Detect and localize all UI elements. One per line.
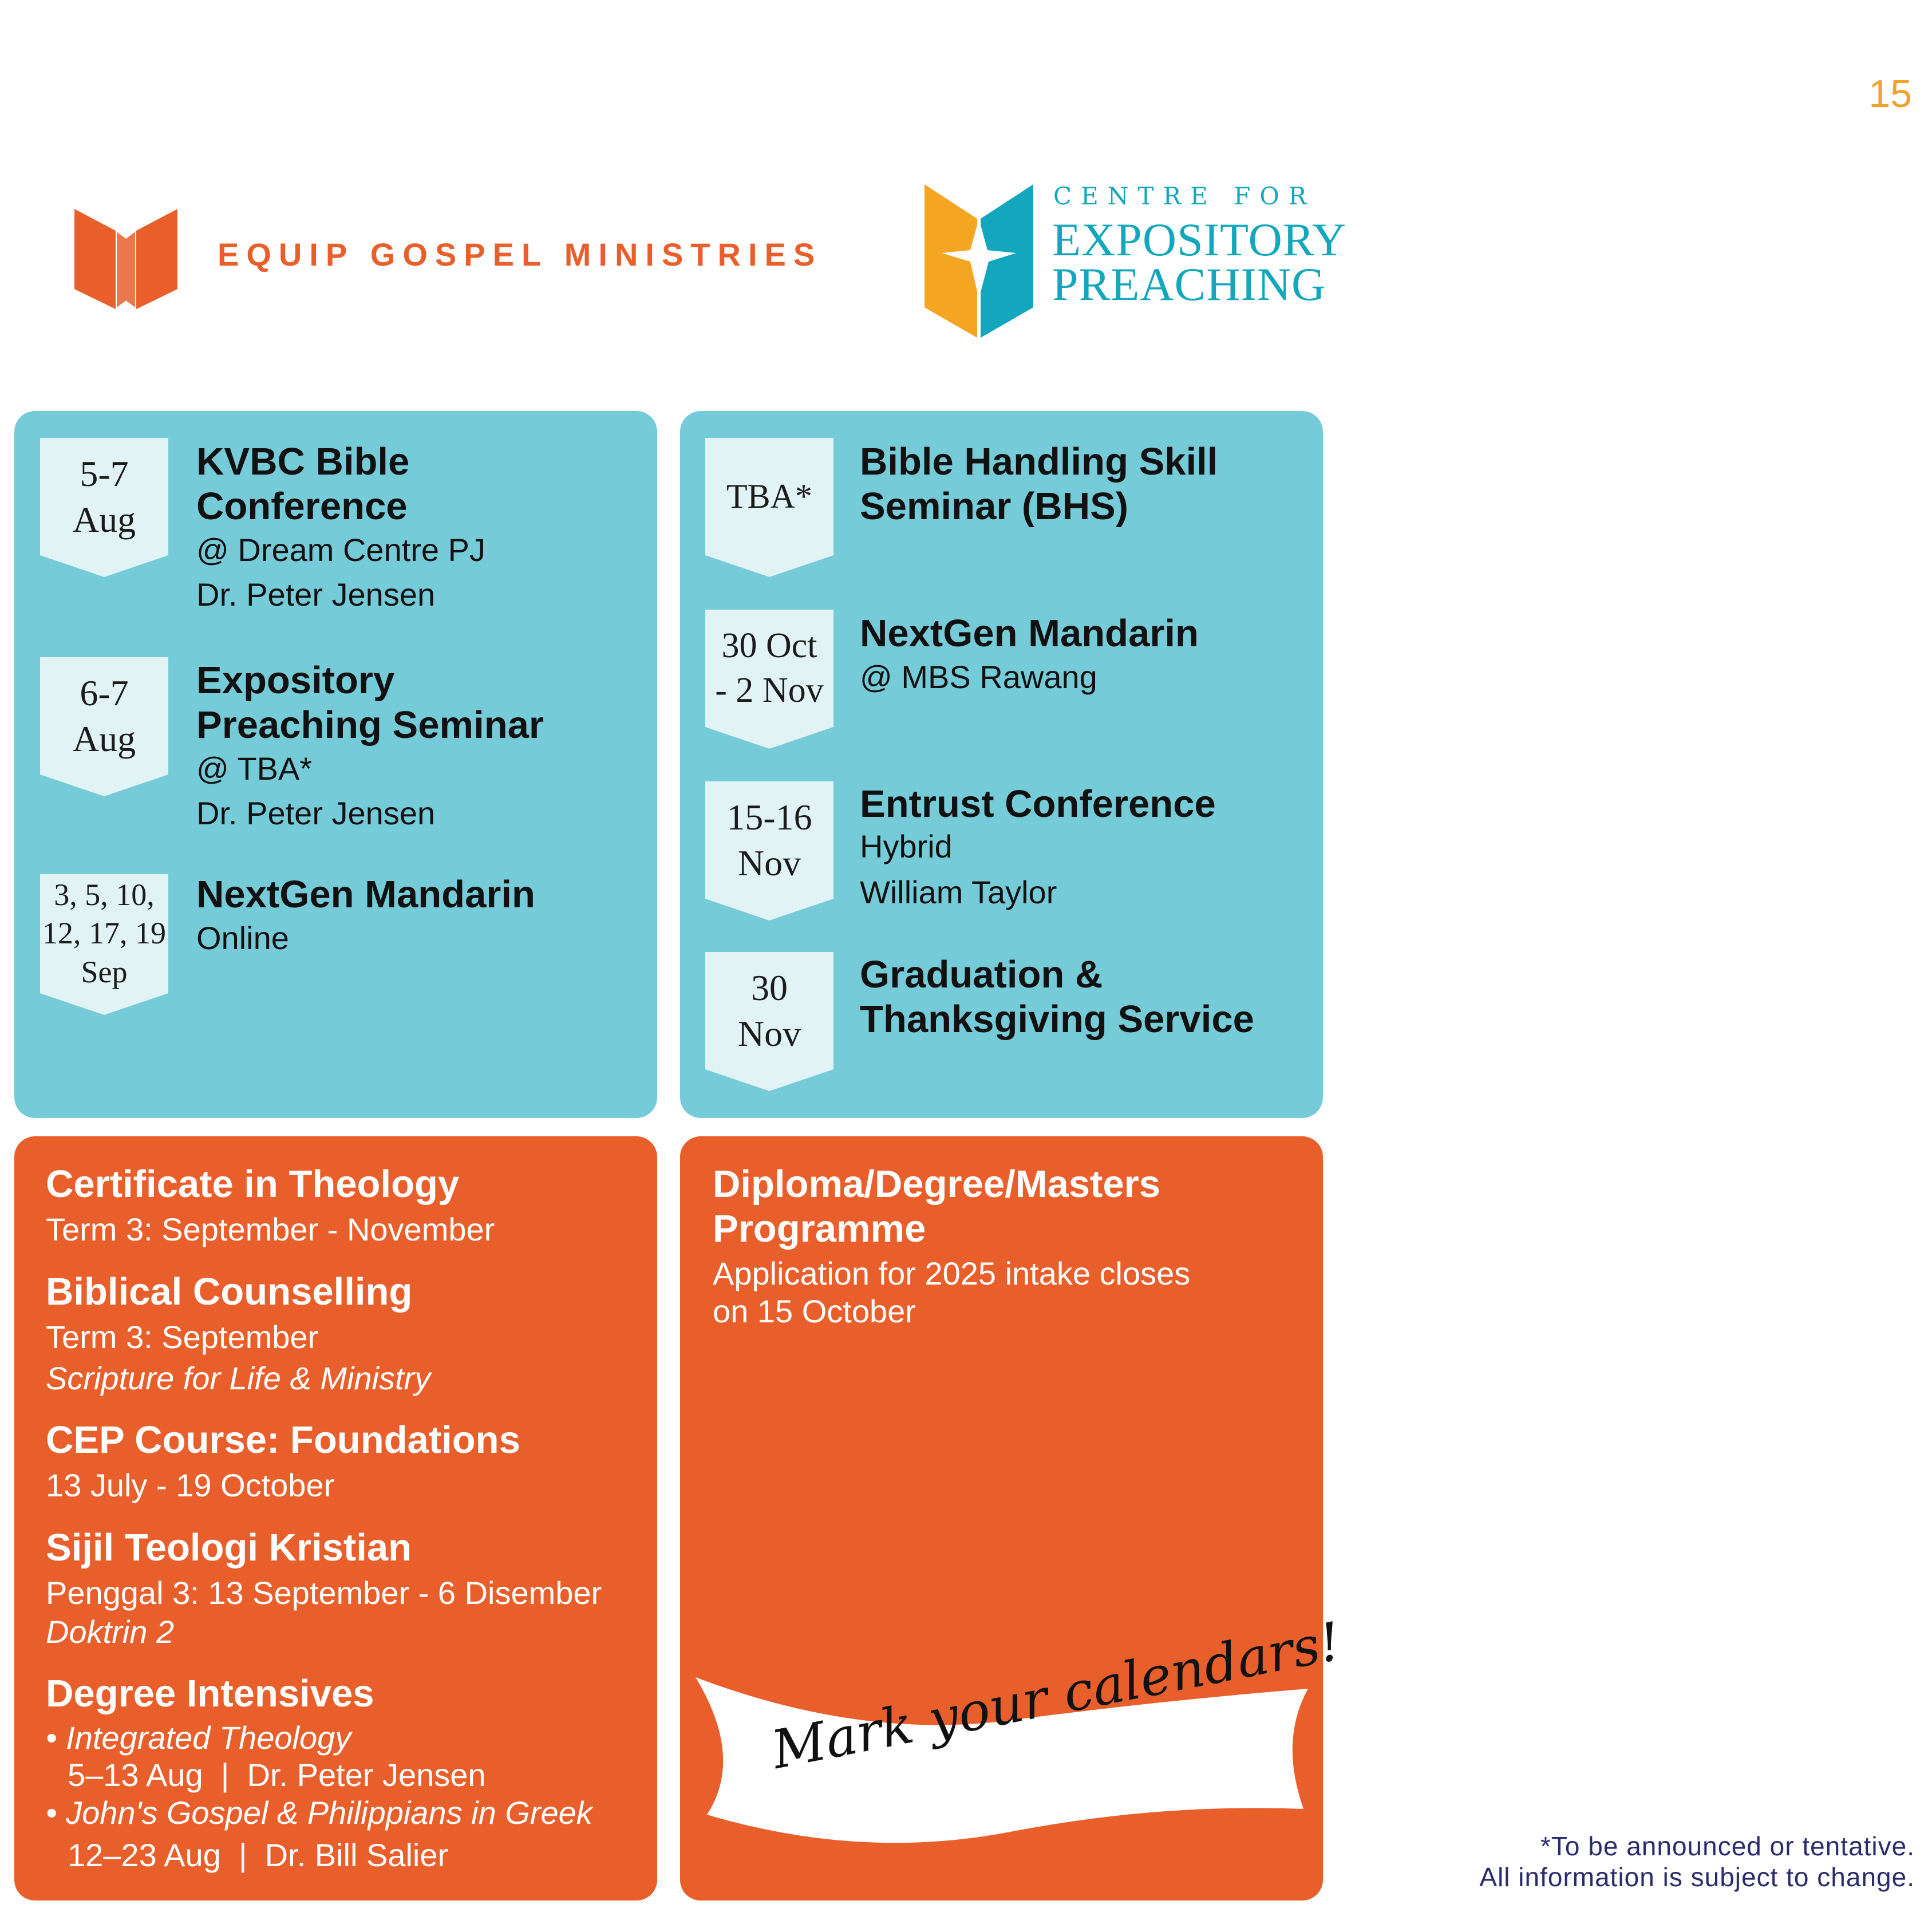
event-title: Conference	[196, 485, 408, 528]
cep-book-star-logo	[924, 184, 1033, 338]
event-title: NextGen Mandarin	[860, 612, 1199, 655]
cep-line-preaching: PREACHING	[1052, 258, 1326, 310]
equip-gospel-ministries-name: EQUIP GOSPEL MINISTRIES	[218, 236, 823, 272]
event-title: Graduation &	[860, 953, 1103, 996]
event-venue: Online	[196, 920, 289, 956]
date-badge-arrow	[705, 727, 833, 749]
course-term: Term 3: September	[46, 1319, 319, 1355]
course-title: Biblical Counselling	[46, 1270, 413, 1313]
cep-line-expository: EXPOSITORY	[1052, 214, 1347, 266]
course-term: 13 July - 19 October	[46, 1467, 335, 1503]
footnote-line: All information is subject to change.	[1479, 1862, 1915, 1892]
programme-info: on 15 October	[713, 1293, 916, 1329]
event-speaker: Dr. Peter Jensen	[196, 576, 436, 613]
event-title: NextGen Mandarin	[196, 873, 535, 916]
date-badge: 6-7 Aug	[40, 657, 168, 775]
course-term: Penggal 3: 13 September - 6 Disember	[46, 1575, 602, 1611]
date-badge: 15-16 Nov	[705, 781, 833, 899]
programme-title: Diploma/Degree/Masters	[713, 1163, 1160, 1206]
date-badge: 30 Nov	[705, 952, 833, 1069]
event-title: Expository	[196, 659, 395, 702]
event-venue: Hybrid	[860, 828, 953, 864]
course-title: Sijil Teologi Kristian	[46, 1526, 412, 1569]
cep-line-centre-for: CENTRE FOR	[1053, 182, 1316, 210]
date-badge-arrow	[40, 993, 168, 1015]
equip-book-logo	[74, 209, 177, 309]
event-speaker: Dr. Peter Jensen	[196, 795, 436, 831]
event-title: Entrust Conference	[860, 783, 1216, 825]
page-number: 15	[1868, 72, 1912, 116]
event-title: Preaching Seminar	[196, 704, 544, 746]
degree-item-detail: 12–23 Aug | Dr. Bill Salier	[68, 1837, 449, 1873]
event-speaker: William Taylor	[860, 874, 1057, 910]
course-title: Certificate in Theology	[46, 1163, 460, 1206]
course-subtitle: Scripture for Life & Ministry	[46, 1360, 431, 1396]
date-badge: 5-7 Aug	[40, 438, 168, 555]
event-title: Seminar (BHS)	[860, 485, 1129, 528]
programme-info: Application for 2025 intake closes	[713, 1255, 1191, 1291]
date-badge: 3, 5, 10, 12, 17, 19 Sep	[40, 874, 168, 993]
event-venue: @ MBS Rawang	[860, 659, 1097, 695]
course-title: CEP Course: Foundations	[46, 1419, 520, 1461]
event-title: Thanksgiving Service	[860, 998, 1254, 1041]
degree-item-detail: 5–13 Aug | Dr. Peter Jensen	[68, 1757, 486, 1793]
event-title: Bible Handling Skill	[860, 440, 1218, 483]
date-badge: 30 Oct - 2 Nov	[705, 610, 833, 727]
event-title: KVBC Bible	[196, 440, 410, 483]
banner-text: Mark your calendars!	[767, 1610, 1346, 1781]
footnote-line: *To be announced or tentative.	[1540, 1831, 1915, 1861]
date-badge-arrow	[40, 555, 168, 577]
degree-item: • John's Gospel & Philippians in Greek	[46, 1795, 592, 1831]
date-badge: TBA*	[705, 438, 833, 555]
event-venue: @ TBA*	[196, 750, 313, 787]
course-term: Term 3: September - November	[46, 1211, 495, 1247]
event-venue: @ Dream Centre PJ	[196, 532, 485, 568]
programme-title: Programme	[713, 1207, 926, 1250]
date-badge-arrow	[705, 555, 833, 577]
course-title: Degree Intensives	[46, 1672, 374, 1715]
date-badge-arrow	[705, 899, 833, 920]
date-badge-arrow	[40, 775, 168, 796]
date-badge-arrow	[705, 1069, 833, 1091]
course-subtitle: Doktrin 2	[46, 1614, 175, 1650]
degree-item: • Integrated Theology	[46, 1720, 351, 1756]
